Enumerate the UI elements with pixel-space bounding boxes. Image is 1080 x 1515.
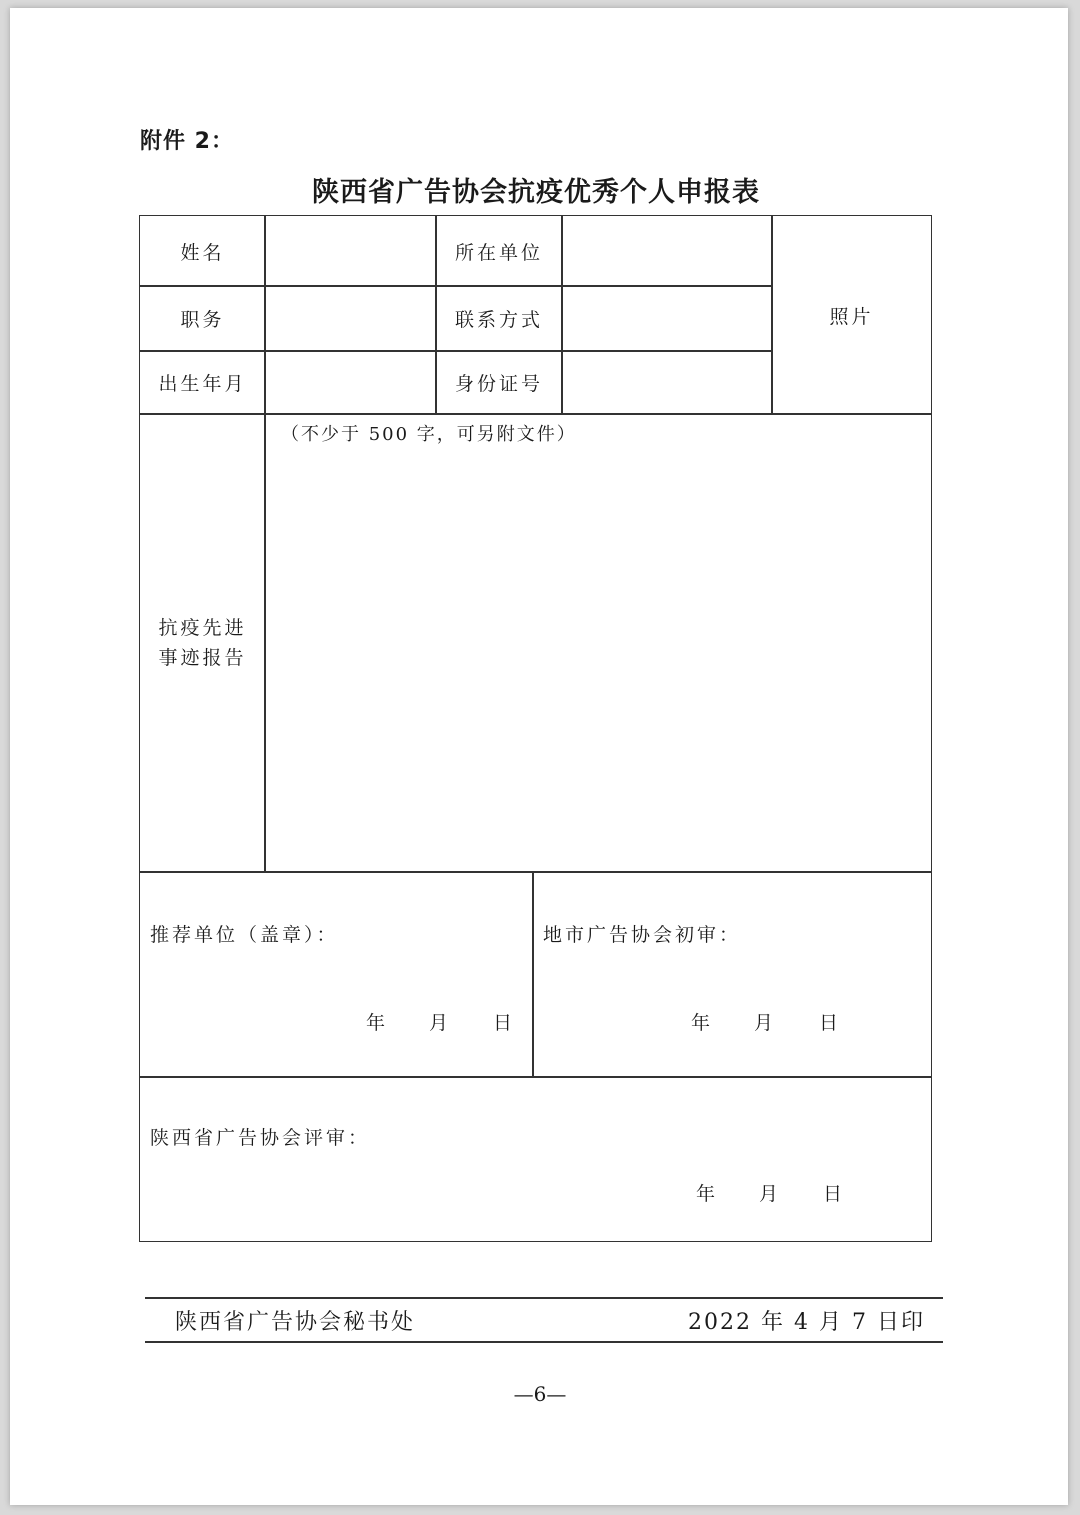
report-hint: （不少于 500 字，可另附文件） — [281, 424, 577, 445]
page-number: —6— — [513, 1382, 567, 1406]
attachment-label: 附件 2： — [140, 129, 234, 154]
id-label: 身份证号 — [454, 373, 543, 395]
contact-label: 联系方式 — [454, 309, 543, 331]
birth-label-cell — [139, 350, 266, 415]
id-label-cell — [435, 350, 563, 415]
footer-bottom-rule — [145, 1341, 943, 1343]
recommend-date-month: 月 — [429, 1012, 452, 1034]
review-box[interactable] — [139, 1076, 932, 1242]
prelim-date-day: 日 — [819, 1012, 842, 1034]
prelim-label: 地市广告协会初审： — [543, 924, 742, 946]
prelim-box[interactable] — [532, 871, 932, 1078]
name-label: 姓名 — [180, 241, 225, 264]
review-date-month: 月 — [759, 1183, 782, 1205]
recommend-date-day: 日 — [493, 1012, 516, 1034]
name-field[interactable] — [264, 215, 437, 287]
report-field[interactable] — [264, 413, 932, 873]
report-label — [158, 613, 246, 673]
birth-field[interactable] — [264, 350, 437, 415]
id-field[interactable] — [561, 350, 773, 415]
name-label-cell — [139, 215, 266, 287]
recommend-box[interactable] — [139, 871, 534, 1078]
recommend-date-year: 年 — [366, 1012, 389, 1034]
prelim-date-year: 年 — [691, 1012, 714, 1034]
prelim-date-month: 月 — [754, 1012, 777, 1034]
photo-box[interactable] — [771, 215, 932, 415]
review-label: 陕西省广告协会评审： — [150, 1127, 371, 1149]
contact-label-cell — [435, 285, 563, 352]
form-title: 陕西省广告协会抗疫优秀个人申报表 — [312, 177, 760, 208]
report-label-line1: 抗疫先进 — [158, 617, 247, 639]
review-date-year: 年 — [696, 1183, 719, 1205]
review-date-day: 日 — [823, 1183, 846, 1205]
footer-print-date: 2022 年 4 月 7 日印 — [688, 1310, 925, 1335]
photo-label: 照片 — [829, 305, 874, 328]
position-field[interactable] — [264, 285, 437, 352]
report-label-cell — [139, 413, 266, 873]
contact-field[interactable] — [561, 285, 773, 352]
position-label-cell — [139, 285, 266, 352]
footer-top-rule — [145, 1297, 943, 1299]
unit-label: 所在单位 — [454, 241, 543, 264]
unit-label-cell — [435, 215, 563, 287]
position-label: 职务 — [180, 309, 225, 331]
footer-issuer: 陕西省广告协会秘书处 — [175, 1310, 416, 1335]
unit-field[interactable] — [561, 215, 773, 287]
birth-label: 出生年月 — [158, 373, 247, 395]
report-label-line2: 事迹报告 — [158, 647, 247, 669]
recommend-label: 推荐单位（盖章）： — [150, 924, 339, 946]
